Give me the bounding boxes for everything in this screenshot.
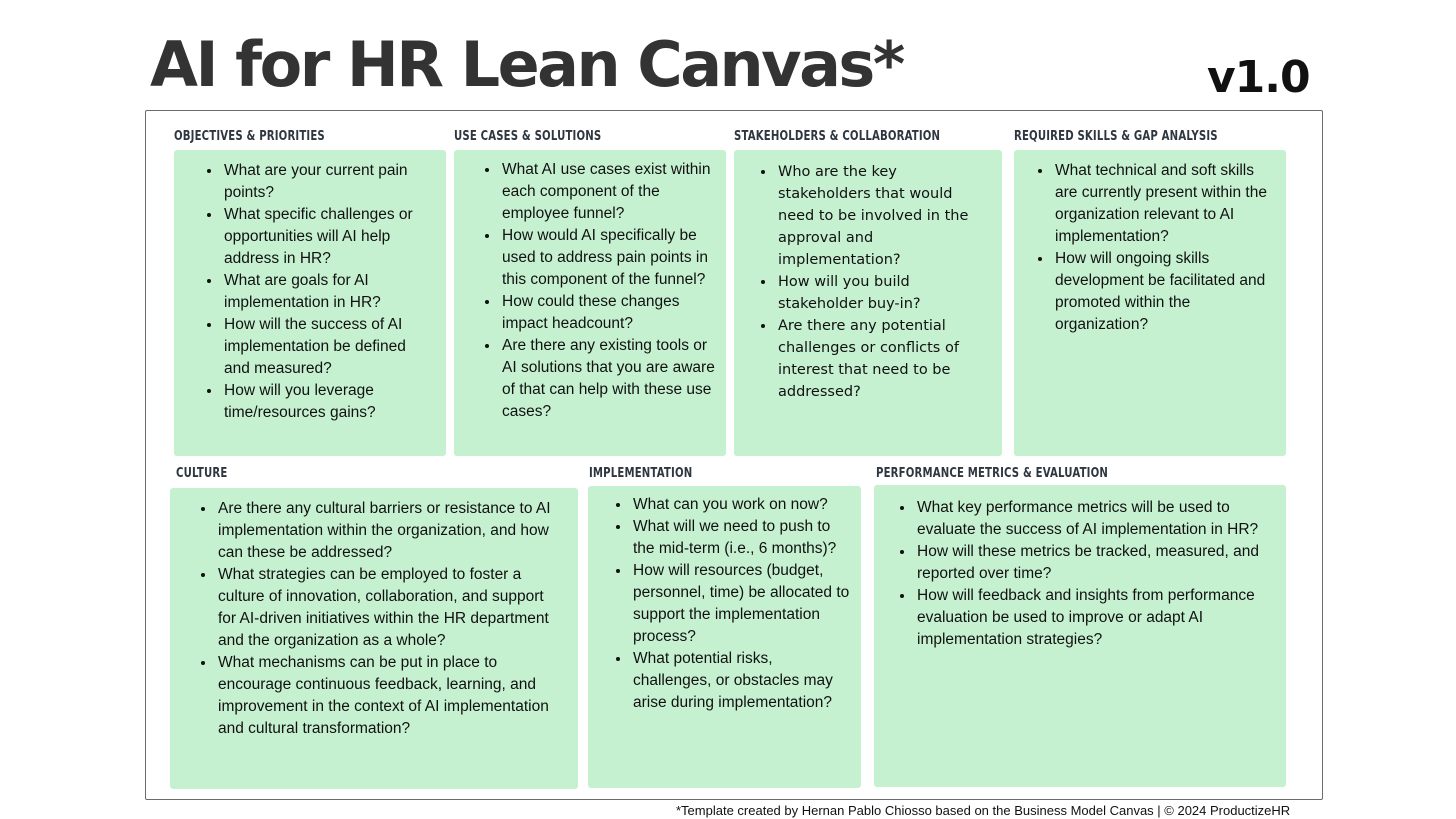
list-item: • What can you work on now? <box>631 494 853 516</box>
use-cases-list <box>472 159 716 423</box>
culture-list <box>188 498 564 740</box>
list-item: • How will ongoing skills development be facilitated and promoted within the organization? <box>1053 248 1276 336</box>
card-skills <box>1014 150 1286 456</box>
metrics-list <box>887 497 1262 651</box>
list-item: • How will these metrics be tracked, measured, and reported over time? <box>915 541 1262 585</box>
page-title: AI for HR Lean Canvas* <box>150 28 903 101</box>
objectives-list <box>194 160 434 424</box>
section-label-objectives: OBJECTIVES & PRIORITIES <box>174 129 325 144</box>
list-item: • What mechanisms can be put in place to encourage continuous feedback, learning, and improvement in the context of AI implementation and cultural transformation? <box>216 652 564 740</box>
list-item: • How will feedback and insights from performance evaluation be used to improve or adapt AI implementation strategies? <box>915 585 1262 651</box>
list-item: • What AI use cases exist within each component of the employee funnel? <box>500 159 716 225</box>
implementation-list <box>603 494 853 714</box>
section-label-skills: REQUIRED SKILLS & GAP ANALYSIS <box>1014 129 1218 144</box>
card-implementation <box>588 486 861 788</box>
list-item: • What specific challenges or opportunities will AI help address in HR? <box>222 204 434 270</box>
list-item: • Are there any cultural barriers or resistance to AI implementation within the organization, and how can these be addressed? <box>216 498 564 564</box>
card-objectives <box>174 150 446 456</box>
footer-note: *Template created by Hernan Pablo Chiosso based on the Business Model Canvas | © 2024 ProductizeHR <box>676 803 1291 818</box>
list-item: • What strategies can be employed to foster a culture of innovation, collaboration, and support for AI-driven initiatives within the HR department and the organization as a whole? <box>216 564 564 652</box>
section-label-metrics: PERFORMANCE METRICS & EVALUATION <box>876 466 1109 481</box>
list-item: • What potential risks, challenges, or obstacles may arise during implementation? <box>631 648 853 714</box>
list-item: • How would AI specifically be used to address pain points in this component of the funnel? <box>500 225 716 291</box>
section-label-culture: CULTURE <box>176 466 228 481</box>
card-metrics <box>874 485 1286 787</box>
stakeholders-list <box>748 161 992 403</box>
card-use-cases <box>454 150 726 456</box>
list-item: • How will you leverage time/resources gains? <box>222 380 434 424</box>
list-item: • What are your current pain points? <box>222 160 434 204</box>
version-label: v1.0 <box>1207 52 1310 103</box>
list-item: • What technical and soft skills are currently present within the organization relevant to AI implementation? <box>1053 160 1276 248</box>
list-item: • How will you build stakeholder buy-in? <box>776 271 992 315</box>
list-item: • How will resources (budget, personnel, time) be allocated to support the implementation process? <box>631 560 853 648</box>
list-item: • What will we need to push to the mid-term (i.e., 6 months)? <box>631 516 853 560</box>
list-item: • What are goals for AI implementation in HR? <box>222 270 434 314</box>
section-label-use-cases: USE CASES & SOLUTIONS <box>454 129 602 144</box>
card-culture <box>170 488 578 789</box>
list-item: • How could these changes impact headcount? <box>500 291 716 335</box>
list-item: • Who are the key stakeholders that would need to be involved in the approval and implementation? <box>776 161 992 271</box>
section-label-implementation: IMPLEMENTATION <box>589 466 693 481</box>
card-stakeholders <box>734 150 1002 456</box>
section-label-stakeholders: STAKEHOLDERS & COLLABORATION <box>734 129 941 144</box>
list-item: • Are there any potential challenges or conflicts of interest that need to be addressed? <box>776 315 992 403</box>
list-item: • What key performance metrics will be used to evaluate the success of AI implementation in HR? <box>915 497 1262 541</box>
skills-list <box>1025 160 1276 336</box>
list-item: • How will the success of AI implementation be defined and measured? <box>222 314 434 380</box>
list-item: • Are there any existing tools or AI solutions that you are aware of that can help with these use cases? <box>500 335 716 423</box>
